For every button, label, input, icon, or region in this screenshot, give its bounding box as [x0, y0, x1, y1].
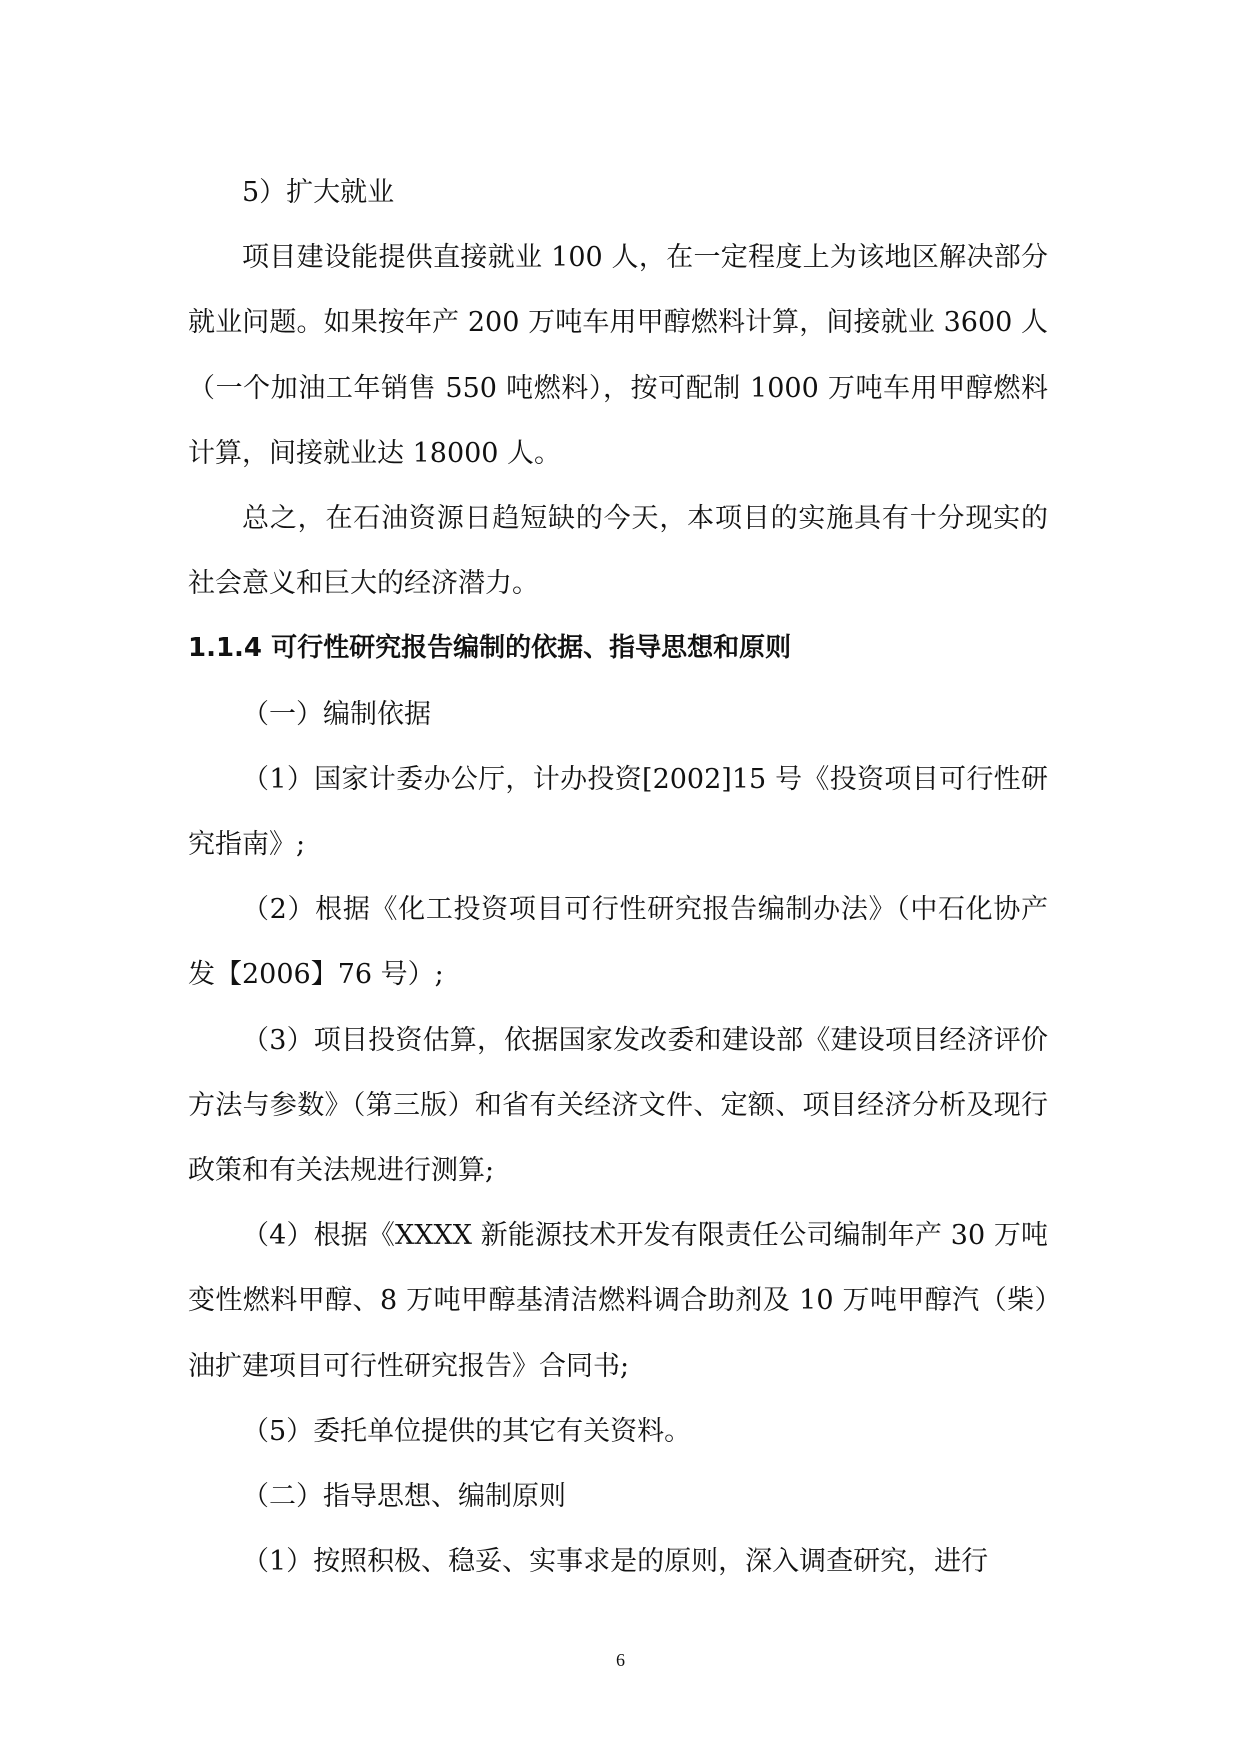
basis-item-4: （4）根据《XXXX 新能源技术开发有限责任公司编制年产 30 万吨变性燃料甲醇、8 万吨甲醇基清洁燃料调合助剂及 10 万吨甲醇汽（柴）油扩建项目可行性研究报告》合同书;	[188, 1220, 1048, 1382]
summary-paragraph: 总之，在石油资源日趋短缺的今天，本项目的实施具有十分现实的社会意义和巨大的经济潜力。	[188, 503, 1048, 600]
basis-title: （一）编制依据	[242, 698, 431, 730]
section-heading: 1.1.4 可行性研究报告编制的依据、指导思想和原则	[188, 633, 792, 664]
employment-paragraph: 项目建设能提供直接就业 100 人，在一定程度上为该地区解决部分就业问题。如果按年产 200 万吨车用甲醇燃料计算，间接就业 3600 人（一个加油工年销售 550 吨燃料），按可配制 1000 万吨车用甲醇燃料计算，间接就业达 18000 人。	[188, 242, 1048, 469]
principles-item-1: （1）按照积极、稳妥、实事求是的原则，深入调查研究，进行	[242, 1546, 989, 1578]
basis-item-5: （5）委托单位提供的其它有关资料。	[242, 1415, 692, 1447]
document-body	[188, 160, 1048, 1594]
basis-item-3: （3）项目投资估算，依据国家发改委和建设部《建设项目经济评价方法与参数》（第三版）和省有关经济文件、定额、项目经济分析及现行政策和有关法规进行测算;	[188, 1024, 1048, 1187]
subsection-title-employment: 5）扩大就业	[242, 177, 395, 208]
basis-item-2: （2）根据《化工投资项目可行性研究报告编制办法》（中石化协产发【2006】76 号）;	[188, 894, 1048, 991]
basis-item-1: （1）国家计委办公厅，计办投资[2002]15 号《投资项目可行性研究指南》;	[188, 763, 1048, 861]
page-number: 6	[616, 1650, 625, 1670]
principles-title: （二）指导思想、编制原则	[242, 1481, 566, 1513]
